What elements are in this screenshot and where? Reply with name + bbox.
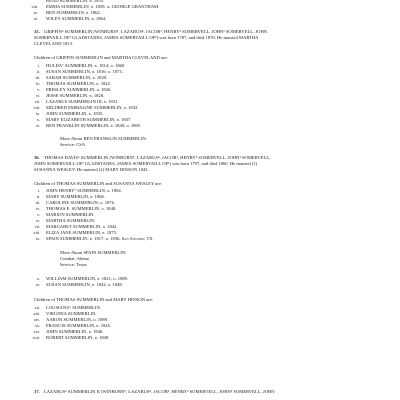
list-number: vi. xyxy=(35,218,40,223)
list-item: JOHN SUMMERLIN, b. 1846. xyxy=(46,329,104,334)
more-about-heading: More About BEN FRANKLIN SUMMERLIN: xyxy=(60,136,148,141)
entry-number: 17. xyxy=(34,389,40,394)
list-number: viii. xyxy=(31,4,38,9)
list-item: THOMAS SUMMERLIN, b. 1822. xyxy=(46,81,112,86)
more-about-detail: Service: CSA xyxy=(60,142,86,147)
list-number: ix. xyxy=(33,10,38,15)
list-item: MARION SUMMERLIN. xyxy=(46,212,95,217)
entry-number: 16. xyxy=(34,155,40,160)
children-heading: Children of GRIFFIN SUMMERLIN and MARTHA CLEVELAND are: xyxy=(34,55,168,60)
list-item: BEN SUMMERLIN, b. 1862. xyxy=(46,10,101,15)
list-number: ii. xyxy=(36,69,40,74)
list-number: xvi. xyxy=(33,329,40,334)
list-number: xi. xyxy=(33,16,38,21)
list-item: SUSAN SUMMERLIN, b. 1816; d. 1873. xyxy=(46,69,123,74)
list-number: xi. xyxy=(35,123,40,128)
entry-text-line: GRIFFIN⁶ SUMMERLIN (WINBURN⁵, LAZARUS⁴, JACOB³, HENRY² SOMERVELL, JOHN¹ SOMERVELL, JOHN xyxy=(44,29,268,34)
list-item: ELIZA JANE SUMMERLIN, b. 1875. xyxy=(46,230,118,235)
list-item: WILEY SUMMERLIN, b. 1864. xyxy=(46,16,107,21)
list-item: SUSAN SUMMERLIN, b. 1842; d. 1848. xyxy=(46,282,123,287)
list-item: HULDA⁷ SUMMERLIN, b. 1814; d. 1860. xyxy=(46,63,126,68)
list-item: MARTHA SUMMERLIN. xyxy=(46,218,96,223)
list-number: xiv. xyxy=(33,317,40,322)
list-item: MILDRED EMMALINE SUMMERLIN, b. 1832. xyxy=(46,105,139,110)
list-item: MARY SUMMERLIN, b. 1866. xyxy=(46,194,106,199)
list-item: EMMA SUMMERLIN, b. 1858, m. GEORGE GRANTHAM. xyxy=(46,4,160,9)
list-number: ix. xyxy=(35,236,40,241)
list-item: THOMAS E. SUMMERLIN, d. 1848. xyxy=(46,206,117,211)
list-number: i. xyxy=(37,63,40,68)
more-about-detail: Service: Texas xyxy=(60,262,87,267)
list-item: WILLIAM SUMMERLIN, b. 1821; d. 1889. xyxy=(46,276,129,281)
list-item: FRANCIS SUMMERLIN, b. 1845. xyxy=(46,323,112,328)
list-number: xii. xyxy=(34,305,40,310)
list-item: LOUSIANA⁷ SUMMERLIN. xyxy=(46,305,101,310)
list-item: JOHN HENRY⁷ SUMMERLIN, d. 1894. xyxy=(46,188,122,193)
entry-text-line: THOMAS DAVIS⁶ SUMMERLIN (WINBURN⁵, LAZARUS⁴, JACOB³, HENRY² SOMERVELL, JOHN¹ SOMERVELL, xyxy=(44,155,271,160)
list-number: vi. xyxy=(35,93,40,98)
list-item: LAZARUS SUMMERLIN III, b. 1831. xyxy=(46,99,119,104)
entry-text-line: SOMERVAILL OF¹ GLADSTANES, JAMES SOMERVAILL OF¹) was born 1787, and died 1870. He married MARTHA xyxy=(34,35,259,40)
entry-text-line: LAZARUS⁶ SUMMERLIN II (WINBURN⁵, LAZARUS⁴, JACOB³, HENRY² SOMERVELL, JOHN¹ SOMERVELL, JOHN xyxy=(44,389,275,394)
list-number: viii. xyxy=(33,105,40,110)
entry-text-line: CLEVELAND 1813. xyxy=(34,41,74,46)
list-number: xvii. xyxy=(32,335,40,340)
list-item: JESSE SUMMERLIN, b. 1828. xyxy=(46,93,105,98)
entry-text-line: JOHN SOMERVAILL OF¹ GLADSTANES, JAMES SOMERVAILL OF¹) was born 1797, and died 1860. He married (1) xyxy=(34,161,258,166)
list-number: ix. xyxy=(35,111,40,116)
list-number: viii. xyxy=(33,230,40,235)
list-item: READ SUMMERLIN, b. 1855. xyxy=(46,0,105,3)
list-item: SPAIN SUMMERLIN, b. 1817; d. 1836, San Antonio, TX. xyxy=(46,236,154,241)
list-number: vii. xyxy=(34,224,40,229)
list-number: iii. xyxy=(35,75,40,80)
list-item: VIRGINIA SUMMERLIN. xyxy=(46,311,97,316)
list-number: vii. xyxy=(34,99,40,104)
more-about-detail: Combat: Alamo xyxy=(60,256,90,261)
list-number: xi. xyxy=(35,282,40,287)
list-number: xiii. xyxy=(33,311,40,316)
entry-number: 15. xyxy=(34,29,40,34)
list-item: CAROLINE SUMMERLIN, d. 1876. xyxy=(46,200,116,205)
list-number: v. xyxy=(37,212,40,217)
list-item: SARAH SUMMERLIN, b. 1820. xyxy=(46,75,108,80)
list-item: BEN FRANKLIN SUMMERLIN, b. 1840; d. 1865. xyxy=(46,123,142,128)
list-number: ii. xyxy=(36,194,40,199)
list-number: iv. xyxy=(35,81,40,86)
list-item: ROBERT SUMMERLIN, b. 1849. xyxy=(46,335,110,340)
children-heading: Children of THOMAS SUMMERLIN and SUSANNA WESLEY are: xyxy=(34,181,163,186)
list-number: x. xyxy=(36,276,40,281)
list-item: JOHN SUMMERLIN, b. 1835. xyxy=(46,111,104,116)
list-number: x. xyxy=(36,117,40,122)
list-number: iv. xyxy=(35,206,40,211)
list-number: v. xyxy=(37,87,40,92)
list-item: MARY ELIZABETH SUMMERLIN, b. 1837. xyxy=(46,117,132,122)
list-number: i. xyxy=(37,188,40,193)
list-number: iii. xyxy=(35,200,40,205)
list-number: xv. xyxy=(35,323,40,328)
entry-text-line: SUSANNA WESLEY. He married (2) MARY HINSON 1843. xyxy=(34,167,149,172)
list-item: PRESLEY SUMMERLIN, b. 1826. xyxy=(46,87,112,92)
more-about-heading: More About SPAIN SUMMERLIN: xyxy=(60,250,127,255)
children-heading: Children of THOMAS SUMMERLIN and MARY HINSON are: xyxy=(34,297,154,302)
list-item: MARGARET SUMMERLIN, d. 1842. xyxy=(46,224,118,229)
list-item: AARON SUMMERLIN, d. 1889. xyxy=(46,317,109,322)
